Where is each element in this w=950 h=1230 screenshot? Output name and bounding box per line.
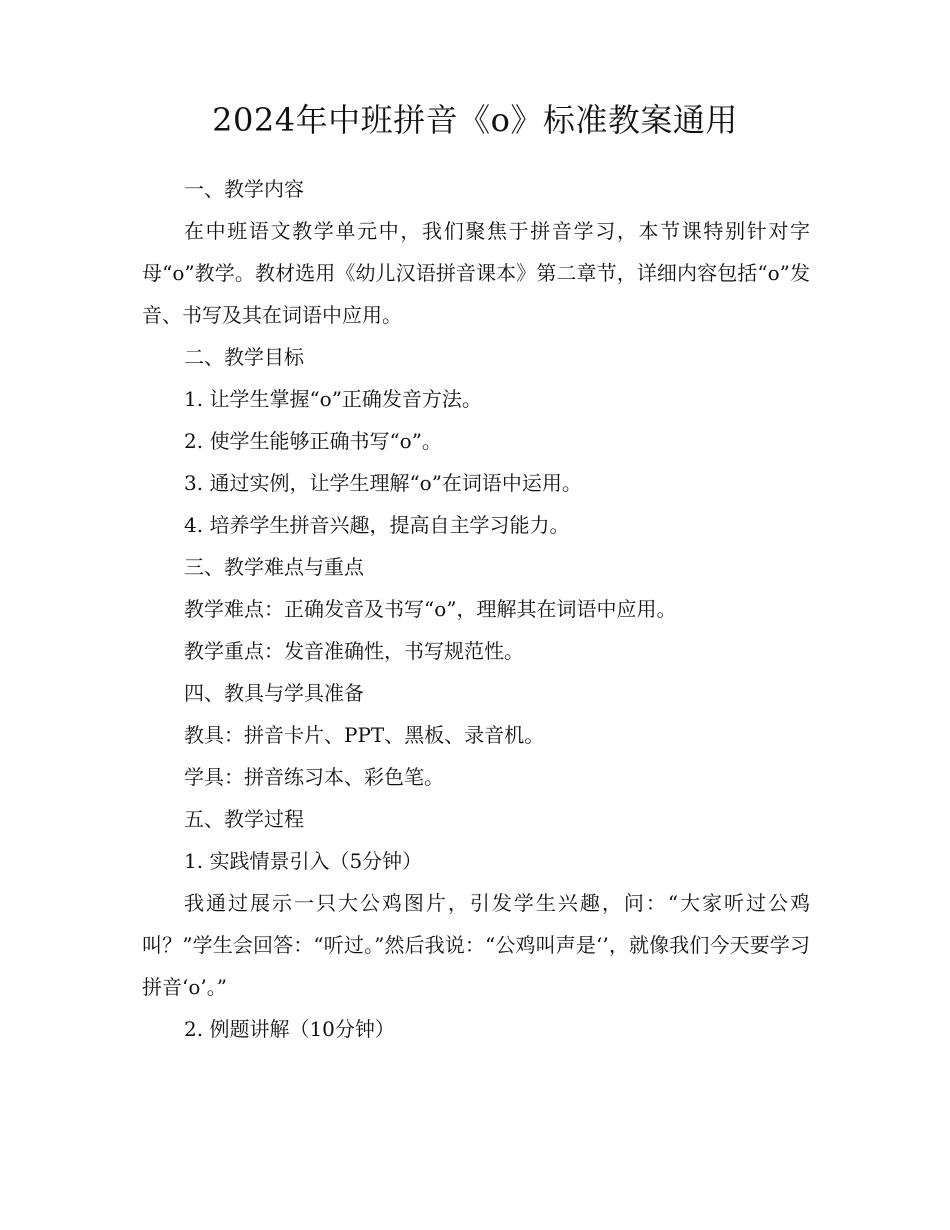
objective-item-2: 2. 使学生能够正确书写“o”。 bbox=[184, 429, 442, 453]
document-title: 2024年中班拼音《o》标准教案通用 bbox=[212, 101, 738, 139]
section-heading-materials: 四、教具与学具准备 bbox=[184, 681, 364, 705]
paragraph-key-points: 教学重点：发音准确性，书写规范性。 bbox=[184, 639, 524, 663]
paragraph-student-materials: 学具：拼音练习本、彩色笔。 bbox=[184, 765, 444, 789]
process-step-2: 2. 例题讲解（10分钟） bbox=[184, 1017, 395, 1041]
objective-item-1: 1. 让学生掌握“o”正确发音方法。 bbox=[184, 387, 482, 411]
paragraph-teaching-aids: 教具：拼音卡片、PPT、黑板、录音机。 bbox=[184, 723, 545, 747]
paragraph-introduction-scenario: 我通过展示一只大公鸡图片，引发学生兴趣，问：“大家听过公鸡叫？”学生会回答：“听过。”然后我说：“公鸡叫声是‘’，就像我们今天要学习拼音‘o’。” bbox=[142, 891, 810, 999]
objective-item-3: 3. 通过实例，让学生理解“o”在词语中运用。 bbox=[184, 471, 582, 495]
process-step-1: 1. 实践情景引入（5分钟） bbox=[184, 849, 423, 873]
section-heading-objectives: 二、教学目标 bbox=[184, 345, 304, 369]
paragraph-content-description: 在中班语文教学单元中，我们聚焦于拼音学习，本节课特别针对字母“o”教学。教材选用《幼儿汉语拼音课本》第二章节，详细内容包括“o”发音、书写及其在词语中应用。 bbox=[142, 219, 810, 327]
section-heading-content: 一、教学内容 bbox=[184, 177, 304, 201]
section-heading-difficulties: 三、教学难点与重点 bbox=[184, 555, 364, 579]
section-heading-process: 五、教学过程 bbox=[184, 807, 304, 831]
document-body bbox=[142, 168, 810, 1050]
objective-item-4: 4. 培养学生拼音兴趣，提高自主学习能力。 bbox=[184, 513, 570, 537]
paragraph-difficulty: 教学难点：正确发音及书写“o”，理解其在词语中应用。 bbox=[184, 597, 677, 621]
